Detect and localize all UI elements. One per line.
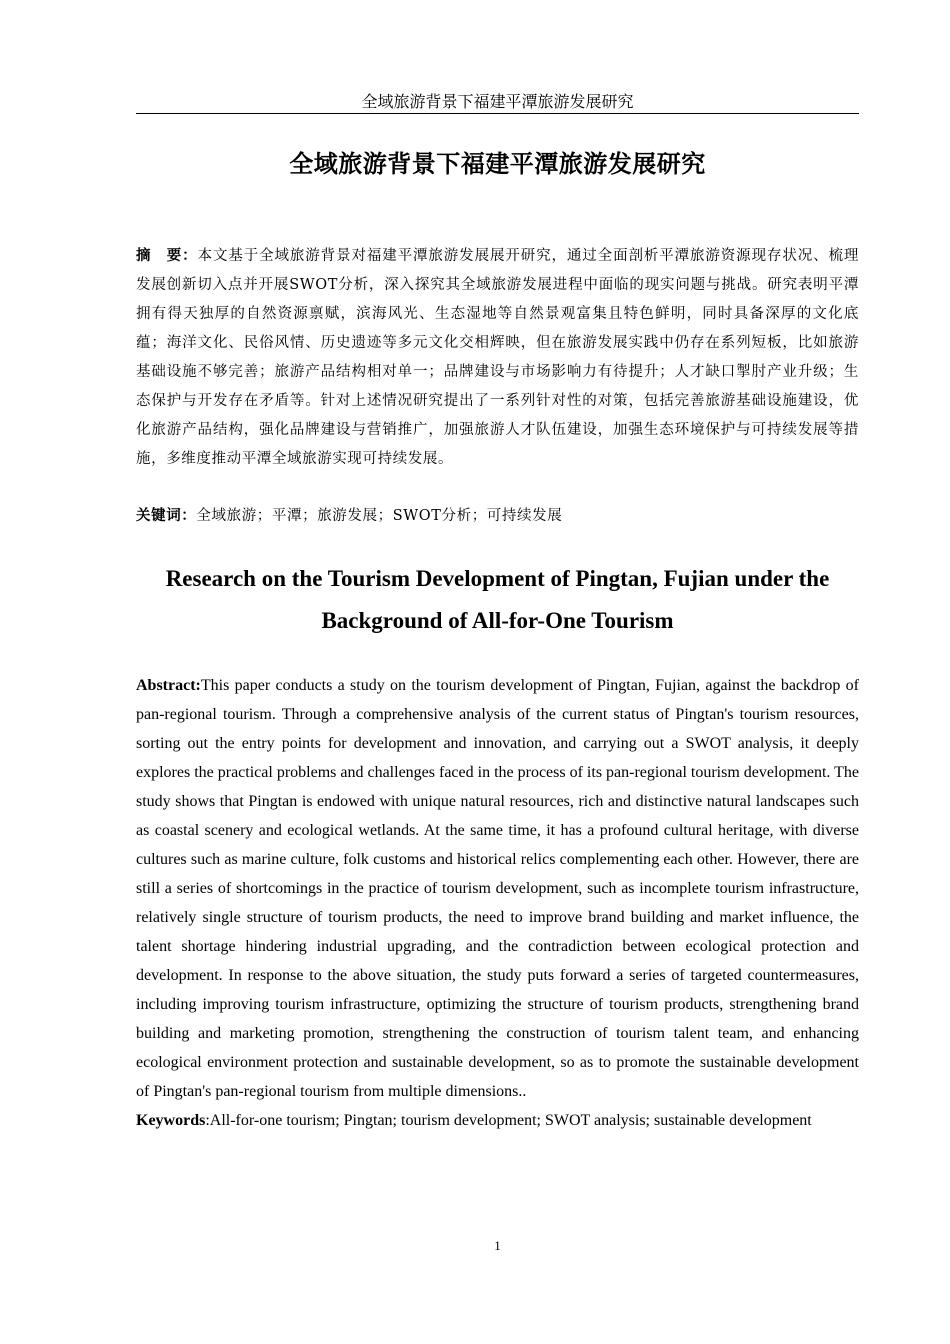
chinese-abstract [136,241,859,474]
english-keywords-text: All-for-one tourism; Pingtan; tourism development; SWOT analysis; sustainable development [209,1112,812,1129]
chinese-keywords-label: 关键词： [136,507,197,524]
chinese-title: 全域旅游背景下福建平潭旅游发展研究 [289,150,706,178]
chinese-keywords [136,503,859,529]
english-abstract-label: Abstract: [136,677,201,694]
chinese-abstract-label: 摘 要： [136,247,198,264]
chinese-abstract-text: 本文基于全域旅游背景对福建平潭旅游发展展开研究，通过全面剖析平潭旅游资源现存状况、梳理发展创新切入点并开展SWOT分析，深入探究其全域旅游发展进程中面临的现实问题与挑战。研究表明平潭拥有得天独厚的自然资源禀赋，滨海风光、生态湿地等自然景观富集且特色鲜明，同时具备深厚的文化底蕴；海洋文化、民俗风情、历史遗迹等多元文化交相辉映，但在旅游发展实践中仍存在系列短板，比如旅游基础设施不够完善；旅游产品结构相对单一；品牌建设与市场影响力有待提升；人才缺口掣肘产业升级；生态保护与开发存在矛盾等。针对上述情况研究提出了一系列针对性的对策，包括完善旅游基础设施建设，优化旅游产品结构，强化品牌建设与营销推广，加强旅游人才队伍建设，加强生态环境保护与可持续发展等措施，多维度推动平潭全域旅游实现可持续发展。 [136,248,859,467]
english-title: Research on the Tourism Development of Pingtan, Fujian under the Background of All-for-One Tourism [165,566,830,633]
english-keywords-separator: : [205,1112,210,1129]
chinese-keywords-text: 全域旅游；平潭；旅游发展；SWOT分析；可持续发展 [196,508,563,524]
english-keywords [136,1108,859,1134]
english-abstract-text: This paper conducts a study on the tourism development of Pingtan, Fujian, against the backdrop of pan-regional tourism. Through a comprehensive analysis of the current status of Pingtan's tourism resources, sorting out the entry points for development and innovation, and carrying out a SWOT analysis, it deeply explores the practical problems and challenges faced in the process of its pan-regional tourism development. The study shows that Pingtan is endowed with unique natural resources, rich and distinctive natural landscapes such as coastal scenery and ecological wetlands. At the same time, it has a profound cultural heritage, with diverse cultures such as marine culture, folk customs and historical relics complementing each other. However, there are still a series of shortcomings in the practice of tourism development, such as incomplete tourism infrastructure, relatively single structure of tourism products, the need to improve brand building and market influence, the talent shortage hindering industrial upgrading, and the contradiction between ecological protection and development. In response to the above situation, the study puts forward a series of targeted countermeasures, including improving tourism infrastructure, optimizing the structure of tourism products, strengthening brand building and marketing promotion, strengthening the construction of tourism talent team, and enhancing ecological environment protection and sustainable development, so as to promote the sustainable development of Pingtan's pan-regional tourism from multiple dimensions.. [136,677,860,1100]
running-header: 全域旅游背景下福建平潭旅游发展研究 [136,92,859,114]
english-keywords-label: Keywords [136,1112,206,1129]
english-abstract [136,671,859,1106]
page-number: 1 [494,1238,501,1253]
